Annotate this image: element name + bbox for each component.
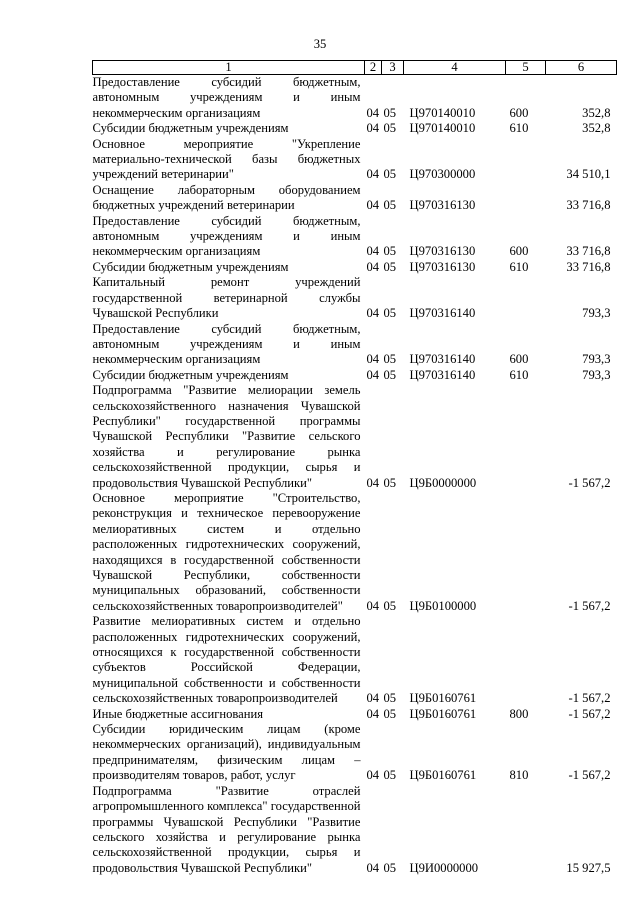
row-name: Субсидии юридическим лицам (кроме некоммерческих организаций), индивидуальным предпринимателям, физическим лицам – производителям товаров, работ, услуг xyxy=(92,722,361,783)
row-expense-type: 610 xyxy=(509,259,529,274)
row-target-article: Ц970300000 xyxy=(409,167,476,182)
page-number: 35 xyxy=(313,37,327,51)
row-expense-type: 600 xyxy=(509,352,529,367)
row-subsection: 05 xyxy=(383,691,397,706)
row-target-article: Ц970316140 xyxy=(409,306,476,321)
row-expense-type: 810 xyxy=(509,768,529,783)
row-name: Иные бюджетные ассигнования xyxy=(92,706,264,721)
row-subsection: 05 xyxy=(383,768,397,783)
table-row xyxy=(93,491,617,614)
row-name: Подпрограмма "Развитие отраслей агропромышленного комплекса" государственной программы Чувашской Республики "Развитие сельского хозяйства и регулирование рынка сельскохозяйственной продукции, сырья и продовольствия Чувашской Республики" xyxy=(92,783,361,875)
table-row xyxy=(93,784,617,876)
row-subsection: 05 xyxy=(383,598,397,613)
row-target-article: Ц9Б0160761 xyxy=(409,768,477,783)
row-section: 04 xyxy=(366,860,380,875)
row-name: Предоставление субсидий бюджетным, автономным учреждениям и иным некоммерческим организациям xyxy=(92,213,361,259)
row-section: 04 xyxy=(366,105,380,120)
row-section: 04 xyxy=(366,167,380,182)
column-header-target-article: 4 xyxy=(404,61,506,75)
table-row xyxy=(93,383,617,491)
row-subsection: 05 xyxy=(383,259,397,274)
row-subsection: 05 xyxy=(383,105,397,120)
row-name: Основное мероприятие "Строительство, реконструкция и техническое перевооружение мелиоративных систем и отдельно расположенных гидротехнических сооружений, находящихся в государственной собственности Чувашской Республики, собственности муниципальных образований, собственности сельскохозяйственных товаропроизводителей" xyxy=(92,490,361,613)
row-name: Субсидии бюджетным учреждениям xyxy=(92,259,289,274)
row-subsection: 05 xyxy=(383,475,397,490)
row-subsection: 05 xyxy=(383,352,397,367)
row-subsection: 05 xyxy=(383,167,397,182)
row-name: Субсидии бюджетным учреждениям xyxy=(92,367,289,382)
row-target-article: Ц9Б0100000 xyxy=(409,598,477,613)
row-name: Капитальный ремонт учреждений государственной ветеринарной службы Чувашской Республики xyxy=(92,275,361,321)
table-row xyxy=(93,614,617,706)
row-section: 04 xyxy=(366,198,380,213)
row-name: Подпрограмма "Развитие мелиорации земель сельскохозяйственного назначения Чувашской Республики" государственной программы Чувашской Республики "Развитие сельского хозяйства и регулирование рынка сельскохозяйственной продукции, сырья и продовольствия Чувашской Республики" xyxy=(92,383,361,490)
row-subsection: 05 xyxy=(383,244,397,259)
table-row xyxy=(93,368,617,383)
row-expense-type xyxy=(506,183,546,214)
row-amount: -1 567,2 xyxy=(568,691,611,706)
row-amount: 15 927,5 xyxy=(566,860,611,875)
column-header-section: 2 xyxy=(365,61,382,75)
row-target-article: Ц970316140 xyxy=(409,352,476,367)
row-amount: 352,8 xyxy=(582,105,611,120)
row-section: 04 xyxy=(366,598,380,613)
row-name: Предоставление субсидий бюджетным, автономным учреждениям и иным некоммерческим организациям xyxy=(92,75,361,120)
row-subsection: 05 xyxy=(383,121,397,136)
row-name: Оснащение лабораторным оборудованием бюджетных учреждений ветеринарии xyxy=(92,182,361,213)
row-expense-type: 610 xyxy=(509,121,529,136)
row-subsection: 05 xyxy=(383,198,397,213)
table-row xyxy=(93,121,617,136)
row-amount: 33 716,8 xyxy=(566,244,611,259)
row-expense-type xyxy=(506,784,546,876)
table-row xyxy=(93,322,617,368)
table-row xyxy=(93,260,617,275)
row-name: Субсидии бюджетным учреждениям xyxy=(92,121,289,136)
row-target-article: Ц970140010 xyxy=(409,105,476,120)
row-subsection: 05 xyxy=(383,306,397,321)
table-row xyxy=(93,707,617,722)
row-expense-type: 600 xyxy=(509,244,529,259)
row-target-article: Ц970140010 xyxy=(409,121,476,136)
row-expense-type xyxy=(506,275,546,321)
table-row xyxy=(93,275,617,321)
row-amount: 352,8 xyxy=(582,121,611,136)
row-section: 04 xyxy=(366,768,380,783)
row-section: 04 xyxy=(366,306,380,321)
table-row xyxy=(93,137,617,183)
row-amount: 33 716,8 xyxy=(566,198,611,213)
row-target-article: Ц9Б0160761 xyxy=(409,691,477,706)
table-body xyxy=(93,75,617,877)
row-amount: -1 567,2 xyxy=(568,768,611,783)
row-amount: 793,3 xyxy=(582,306,611,321)
row-subsection: 05 xyxy=(383,367,397,382)
row-amount: 33 716,8 xyxy=(566,259,611,274)
row-amount: -1 567,2 xyxy=(568,598,611,613)
row-target-article: Ц970316130 xyxy=(409,244,476,259)
row-expense-type xyxy=(506,614,546,706)
row-target-article: Ц970316130 xyxy=(409,198,476,213)
table-row xyxy=(93,75,617,122)
row-target-article: Ц9Б0160761 xyxy=(409,706,477,721)
row-expense-type xyxy=(506,491,546,614)
row-target-article: Ц970316130 xyxy=(409,259,476,274)
row-target-article: Ц9И0000000 xyxy=(409,860,479,875)
row-section: 04 xyxy=(366,475,380,490)
row-expense-type xyxy=(506,383,546,491)
row-amount: 793,3 xyxy=(582,352,611,367)
table-row xyxy=(93,183,617,214)
column-header-subsection: 3 xyxy=(382,61,404,75)
row-section: 04 xyxy=(366,691,380,706)
row-amount: 793,3 xyxy=(582,367,611,382)
row-name: Предоставление субсидий бюджетным, автономным учреждениям и иным некоммерческим организациям xyxy=(92,321,361,367)
row-section: 04 xyxy=(366,121,380,136)
row-expense-type: 610 xyxy=(509,367,529,382)
row-subsection: 05 xyxy=(383,860,397,875)
row-expense-type: 800 xyxy=(509,706,529,721)
table-header-row xyxy=(93,61,617,75)
row-amount: -1 567,2 xyxy=(568,475,611,490)
row-section: 04 xyxy=(366,259,380,274)
row-name: Развитие мелиоративных систем и отдельно расположенных гидротехнических сооружений, относящихся к государственной собственности субъектов Российской Федерации, муниципальной собственности и собственности сельскохозяйственных товаропроизводителей xyxy=(92,614,361,706)
column-header-expense-type: 5 xyxy=(506,61,546,75)
row-expense-type: 600 xyxy=(509,105,529,120)
row-section: 04 xyxy=(366,352,380,367)
row-expense-type xyxy=(506,137,546,183)
row-section: 04 xyxy=(366,367,380,382)
column-header-name: 1 xyxy=(93,61,365,75)
budget-table xyxy=(92,60,617,876)
row-amount: 34 510,1 xyxy=(566,167,611,182)
row-target-article: Ц970316140 xyxy=(409,367,476,382)
row-target-article: Ц9Б0000000 xyxy=(409,475,477,490)
row-section: 04 xyxy=(366,706,380,721)
table-row xyxy=(93,214,617,260)
column-header-amount: 6 xyxy=(546,61,617,75)
row-subsection: 05 xyxy=(383,706,397,721)
row-section: 04 xyxy=(366,244,380,259)
row-amount: -1 567,2 xyxy=(568,706,611,721)
table-row xyxy=(93,722,617,784)
row-name: Основное мероприятие "Укрепление материально-технической базы бюджетных учреждений ветеринарии" xyxy=(92,136,361,182)
